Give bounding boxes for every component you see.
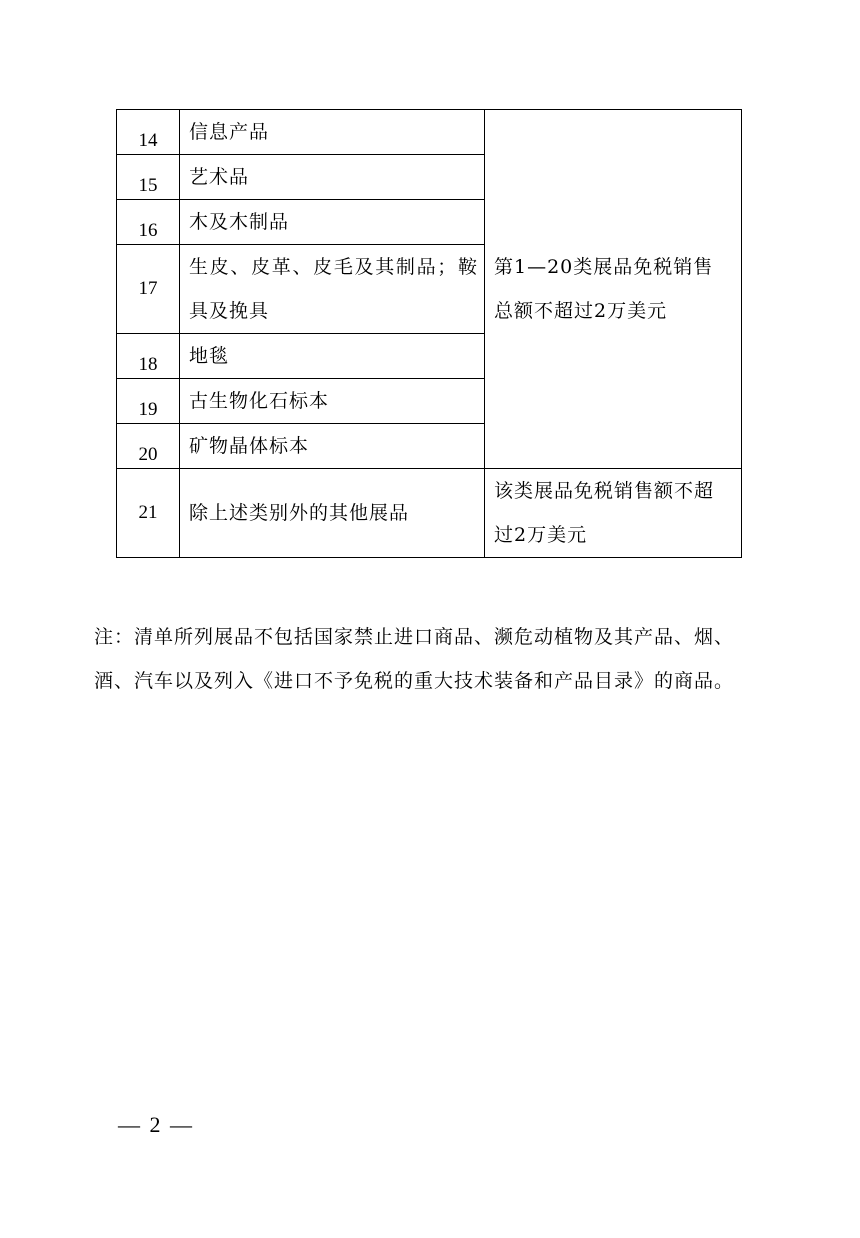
duty-free-limit-other: 该类展品免税销售额不超过2万美元 [485, 469, 742, 558]
category-name: 除上述类别外的其他展品 [180, 469, 485, 558]
row-number: 18 [117, 334, 180, 379]
row-number: 17 [117, 245, 180, 334]
row-number: 20 [117, 424, 180, 469]
exhibit-goods-table [116, 109, 742, 558]
table-row [117, 110, 742, 155]
page-number: — 2 — [118, 1112, 194, 1137]
category-name: 古生物化石标本 [180, 379, 485, 424]
category-name: 信息产品 [180, 110, 485, 155]
category-name: 生皮、皮革、皮毛及其制品；鞍具及挽具 [180, 245, 485, 334]
footnote: 注：清单所列展品不包括国家禁止进口商品、濒危动植物及其产品、烟、酒、汽车以及列入《进口不予免税的重大技术装备和产品目录》的商品。 [94, 626, 735, 692]
row-number: 16 [117, 200, 180, 245]
row-number: 19 [117, 379, 180, 424]
duty-free-limit-group: 第1—20类展品免税销售总额不超过2万美元 [485, 110, 742, 469]
table-row [117, 469, 742, 558]
category-name: 地毯 [180, 334, 485, 379]
row-number: 15 [117, 155, 180, 200]
category-name: 艺术品 [180, 155, 485, 200]
category-name: 木及木制品 [180, 200, 485, 245]
row-number: 21 [117, 469, 180, 558]
row-number: 14 [117, 110, 180, 155]
category-name: 矿物晶体标本 [180, 424, 485, 469]
